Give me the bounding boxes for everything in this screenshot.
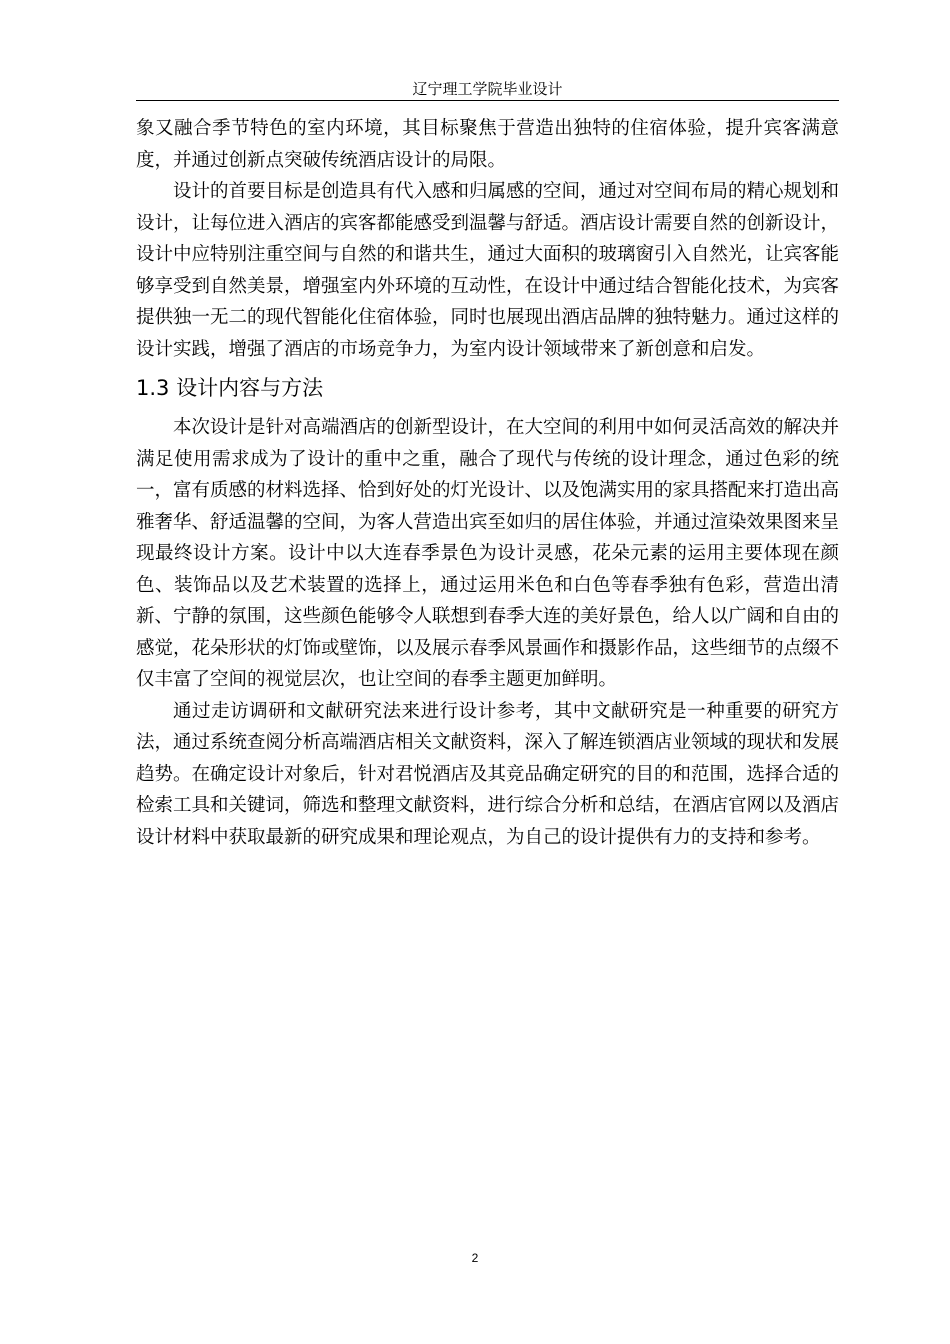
document-body [136, 113, 839, 853]
paragraph-design-content: 本次设计是针对高端酒店的创新型设计，在大空间的利用中如何灵活高效的解决并满足使用需求成为了设计的重中之重，融合了现代与传统的设计理念，通过色彩的统一，富有质感的材料选择、恰到好处的灯光设计、以及饱满实用的家具搭配来打造出高雅奢华、舒适温馨的空间，为客人营造出宾至如归的居住体验，并通过渲染效果图来呈现最终设计方案。设计中以大连春季景色为设计灵感，花朵元素的运用主要体现在颜色、装饰品以及艺术装置的选择上，通过运用米色和白色等春季独有色彩，营造出清新、宁静的氛围，这些颜色能够令人联想到春季大连的美好景色，给人以广阔和自由的感觉，花朵形状的灯饰或壁饰，以及展示春季风景画作和摄影作品，这些细节的点缀不仅丰富了空间的视觉层次，也让空间的春季主题更加鲜明。 [136, 417, 840, 690]
section-heading: 1.3 设计内容与方法 [136, 376, 324, 400]
paragraph-design-goals: 设计的首要目标是创造具有代入感和归属感的空间，通过对空间布局的精心规划和设计，让每位进入酒店的宾客都能感受到温馨与舒适。酒店设计需要自然的创新设计，设计中应特别注重空间与自然的和谐共生，通过大面积的玻璃窗引入自然光，让宾客能够享受到自然美景，增强室内外环境的互动性，在设计中通过结合智能化技术，为宾客提供独一无二的现代智能化住宿体验，同时也展现出酒店品牌的独特魅力。通过这样的设计实践，增强了酒店的市场竞争力，为室内设计领域带来了新创意和启发。 [136, 181, 840, 360]
page-header: 辽宁理工学院毕业设计 [136, 78, 839, 101]
page-number: 2 [471, 1251, 479, 1265]
paragraph-design-method: 通过走访调研和文献研究法来进行设计参考，其中文献研究是一种重要的研究方法，通过系统查阅分析高端酒店相关文献资料，深入了解连锁酒店业领域的现状和发展趋势。在确定设计对象后，针对君悦酒店及其竞品确定研究的目的和范围，选择合适的检索工具和关键词，筛选和整理文献资料，进行综合分析和总结，在酒店官网以及酒店设计材料中获取最新的研究成果和理论观点，为自己的设计提供有力的支持和参考。 [136, 700, 840, 848]
paragraph-continuation: 象又融合季节特色的室内环境，其目标聚焦于营造出独特的住宿体验，提升宾客满意度，并通过创新点突破传统酒店设计的局限。 [136, 118, 839, 171]
